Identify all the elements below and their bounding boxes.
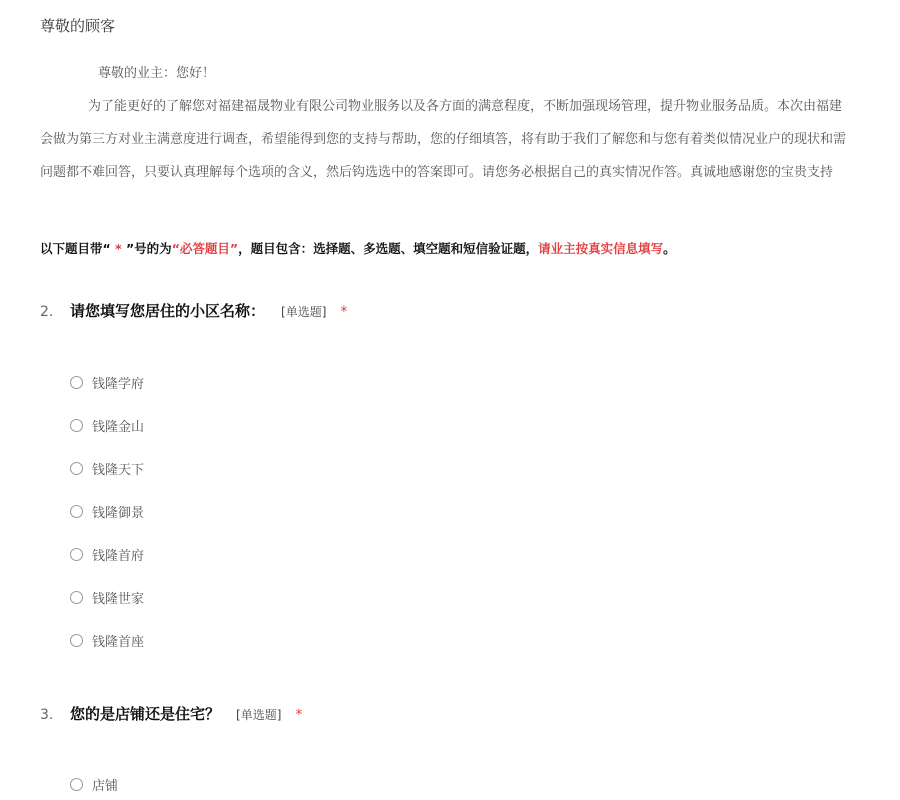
option-label: 钱隆首座: [92, 634, 145, 650]
option-qianlong-shoufu[interactable]: [70, 544, 144, 564]
radio-button[interactable]: [70, 591, 83, 604]
option-qianlong-tianxia[interactable]: [70, 458, 144, 478]
radio-button[interactable]: [70, 634, 83, 647]
option-label: 钱隆御景: [92, 505, 145, 521]
required-notice: [40, 239, 676, 257]
option-shop[interactable]: [70, 774, 118, 794]
notice-text: ”号的为: [125, 241, 172, 256]
notice-instruction: 请业主按真实信息填写: [538, 241, 664, 256]
option-label: 钱隆学府: [92, 376, 145, 392]
intro-line: 会做为第三方对业主满意度进行调查，希望能得到您的支持与帮助，您的仔细填答，将有助于我们了解您和与您有着类似情况业户的现状和需: [40, 132, 847, 147]
question-2: [40, 300, 880, 650]
required-star: *: [295, 707, 303, 723]
radio-button[interactable]: [70, 548, 83, 561]
option-qianlong-jinshan[interactable]: [70, 415, 144, 435]
question-title: 您的是店铺还是住宅？: [70, 705, 221, 723]
question-type: [单选题]: [281, 305, 327, 319]
radio-button[interactable]: [70, 419, 83, 432]
notice-star: *: [110, 241, 126, 256]
intro-line: 为了能更好的了解您对福建福晟物业有限公司物业服务以及各方面的满意程度，不断加强现场管理，提升物业服务品质。本次由福建: [88, 99, 843, 114]
question-number: 2.: [40, 304, 54, 320]
survey-intro: [40, 57, 900, 189]
radio-button[interactable]: [70, 462, 83, 475]
question-header: [40, 703, 880, 727]
option-qianlong-shouzuo[interactable]: [70, 630, 144, 650]
question-number: 3.: [40, 707, 54, 723]
question-3: [40, 703, 880, 794]
notice-text: 。: [663, 241, 676, 256]
notice-text: 以下题目带“: [40, 241, 111, 256]
option-label: 钱隆金山: [92, 419, 145, 435]
question-title: 请您填写您居住的小区名称：: [70, 302, 266, 320]
option-qianlong-yujing[interactable]: [70, 501, 144, 521]
question-header: [40, 300, 880, 324]
option-label: 钱隆天下: [92, 462, 145, 478]
option-label: 钱隆首府: [92, 548, 145, 564]
notice-required-label: “必答题目”: [171, 241, 239, 256]
option-qianlong-xuefu[interactable]: [70, 372, 144, 392]
intro-greeting: 尊敬的业主：您好！: [98, 66, 216, 81]
option-qianlong-shijia[interactable]: [70, 587, 144, 607]
intro-line: 问题都不难回答，只要认真理解每个选项的含义，然后钩选选中的答案即可。请您务必根据自己的真实情况作答。真诚地感谢您的宝贵支持: [40, 165, 834, 180]
notice-text: ，题目包含：选择题、多选题、填空题和短信验证题，: [238, 241, 539, 256]
radio-button[interactable]: [70, 376, 83, 389]
required-star: *: [340, 304, 348, 320]
radio-button[interactable]: [70, 505, 83, 518]
option-label: 钱隆世家: [92, 591, 145, 607]
radio-button[interactable]: [70, 778, 83, 791]
question-type: [单选题]: [236, 708, 282, 722]
option-label: 店铺: [92, 778, 119, 794]
survey-title: 尊敬的顾客: [40, 17, 116, 35]
